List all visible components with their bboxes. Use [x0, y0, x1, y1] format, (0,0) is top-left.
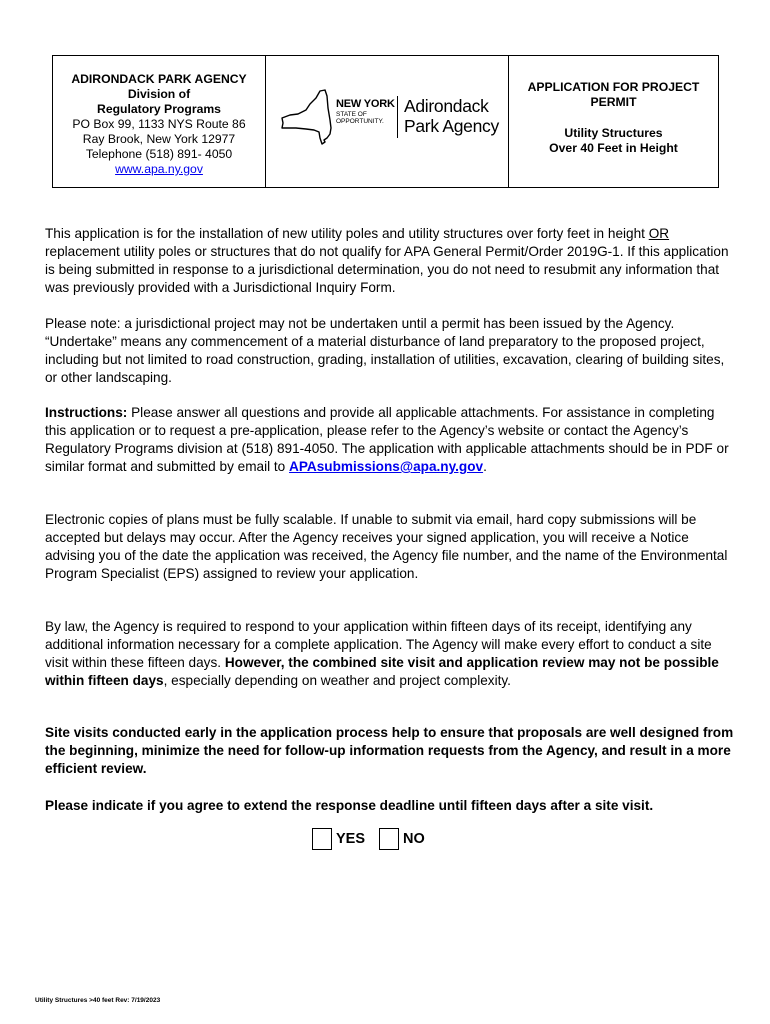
header-table [52, 55, 719, 188]
submission-email-link[interactable]: APAsubmissions@apa.ny.gov [289, 459, 484, 474]
intro-or: OR [648, 226, 670, 241]
no-label: NO [403, 831, 425, 847]
logo-ny-text: NEW YORK [336, 98, 395, 110]
footer-revision: Utility Structures >40 feet Rev: 7/19/2023 [35, 997, 161, 1004]
note-text: Please note: a jurisdictional project may not be undertaken until a permit has been issued by the Agency. “Undertake” means any commencement of a material disturbance of land preparatory to the proposed project, including but not limited to road construction, grading, installation of utilities, excavation, clearing of building sites, or other landscaping. [45, 316, 725, 385]
app-subtitle-line1: Utility Structures [564, 126, 663, 140]
app-title-line2: PERMIT [590, 95, 637, 109]
app-subtitle-line2: Over 40 Feet in Height [549, 141, 678, 155]
logo-ny-subtext [336, 111, 384, 125]
instructions-paragraph [45, 404, 735, 476]
electronic-copies-text: Electronic copies of plans must be fully scalable. If unable to submit via email, hard copy submissions will be accepted but delays may occur. After the Agency receives your signed application, you will receive a Notice advising you of the date the application was received, the Agency file number, and the name of the Environmental Program Specialist (EPS) assigned to review your application. [45, 512, 728, 581]
yes-no-choice [312, 828, 425, 850]
instructions-end: . [483, 459, 487, 474]
logo-cell [266, 56, 509, 187]
logo-apa-line1: Adirondack [404, 96, 489, 116]
division-line1: Division of [127, 87, 191, 101]
intro-text-b: replacement utility poles or structures that do not qualify for APA General Permit/Order 2019G-1. If this application is being submitted in response to a jurisdictional determination, you do not need to resubmit any information that was previously provided with a Jurisdictional Inquiry Form. [45, 244, 729, 295]
by-law-text-b: , especially depending on weather and project complexity. [163, 673, 511, 688]
logo-ny-sub1: STATE OF [336, 111, 367, 118]
agency-logo [280, 86, 500, 146]
agency-contact-block [53, 56, 266, 187]
site-visit-paragraph [45, 724, 735, 778]
extend-deadline-question [45, 797, 735, 815]
electronic-copies-paragraph [45, 511, 735, 583]
application-title-block [509, 56, 718, 187]
yes-label: YES [336, 831, 366, 847]
telephone: Telephone (518) 891- 4050 [85, 147, 233, 161]
note-paragraph [45, 315, 735, 387]
by-law-paragraph [45, 618, 735, 690]
website-link[interactable]: www.apa.ny.gov [115, 162, 203, 176]
app-title-line1: APPLICATION FOR PROJECT [527, 80, 700, 94]
by-law-bold: However, the combined site visit and application review may not be possible within fifteen days [45, 655, 719, 688]
intro-text-a: This application is for the installation of new utility poles and utility structures over forty feet in height [45, 226, 649, 241]
by-law-text-a: By law, the Agency is required to respond to your application within fifteen days of its receipt, identifying any additional information necessary for a complete application. The Agency will make every effort to conduct a site visit within these fifteen days. [45, 619, 712, 670]
division-line2: Regulatory Programs [97, 102, 221, 116]
logo-apa-line2: Park Agency [404, 116, 499, 136]
logo-ny-sub2: OPPORTUNITY. [336, 118, 384, 125]
agency-name: ADIRONDACK PARK AGENCY [71, 72, 247, 86]
site-visit-text: Site visits conducted early in the application process help to ensure that proposals are well designed from the beginning, minimize the need for follow-up information requests from the Agency, and result in a more efficient review. [45, 725, 734, 776]
yes-checkbox[interactable] [312, 828, 332, 850]
logo-apa-text [404, 96, 499, 136]
instructions-text: Please answer all questions and provide all applicable attachments. For assistance in completing this application or to request a pre-application, please refer to the Agency’s website or contact the Agency’s Regulatory Programs division at (518) 891-4050. The application with applicable attachments should be in PDF or similar format and submitted by email to [45, 405, 729, 474]
instructions-label: Instructions: [45, 405, 128, 420]
extend-deadline-text: Please indicate if you agree to extend the response deadline until fifteen days after a site visit. [45, 798, 654, 813]
new-york-state-map-icon [280, 88, 336, 146]
logo-divider [397, 96, 398, 138]
address-line2: Ray Brook, New York 12977 [82, 132, 236, 146]
address-line1: PO Box 99, 1133 NYS Route 86 [72, 117, 246, 131]
no-checkbox[interactable] [379, 828, 399, 850]
intro-paragraph [45, 225, 735, 297]
